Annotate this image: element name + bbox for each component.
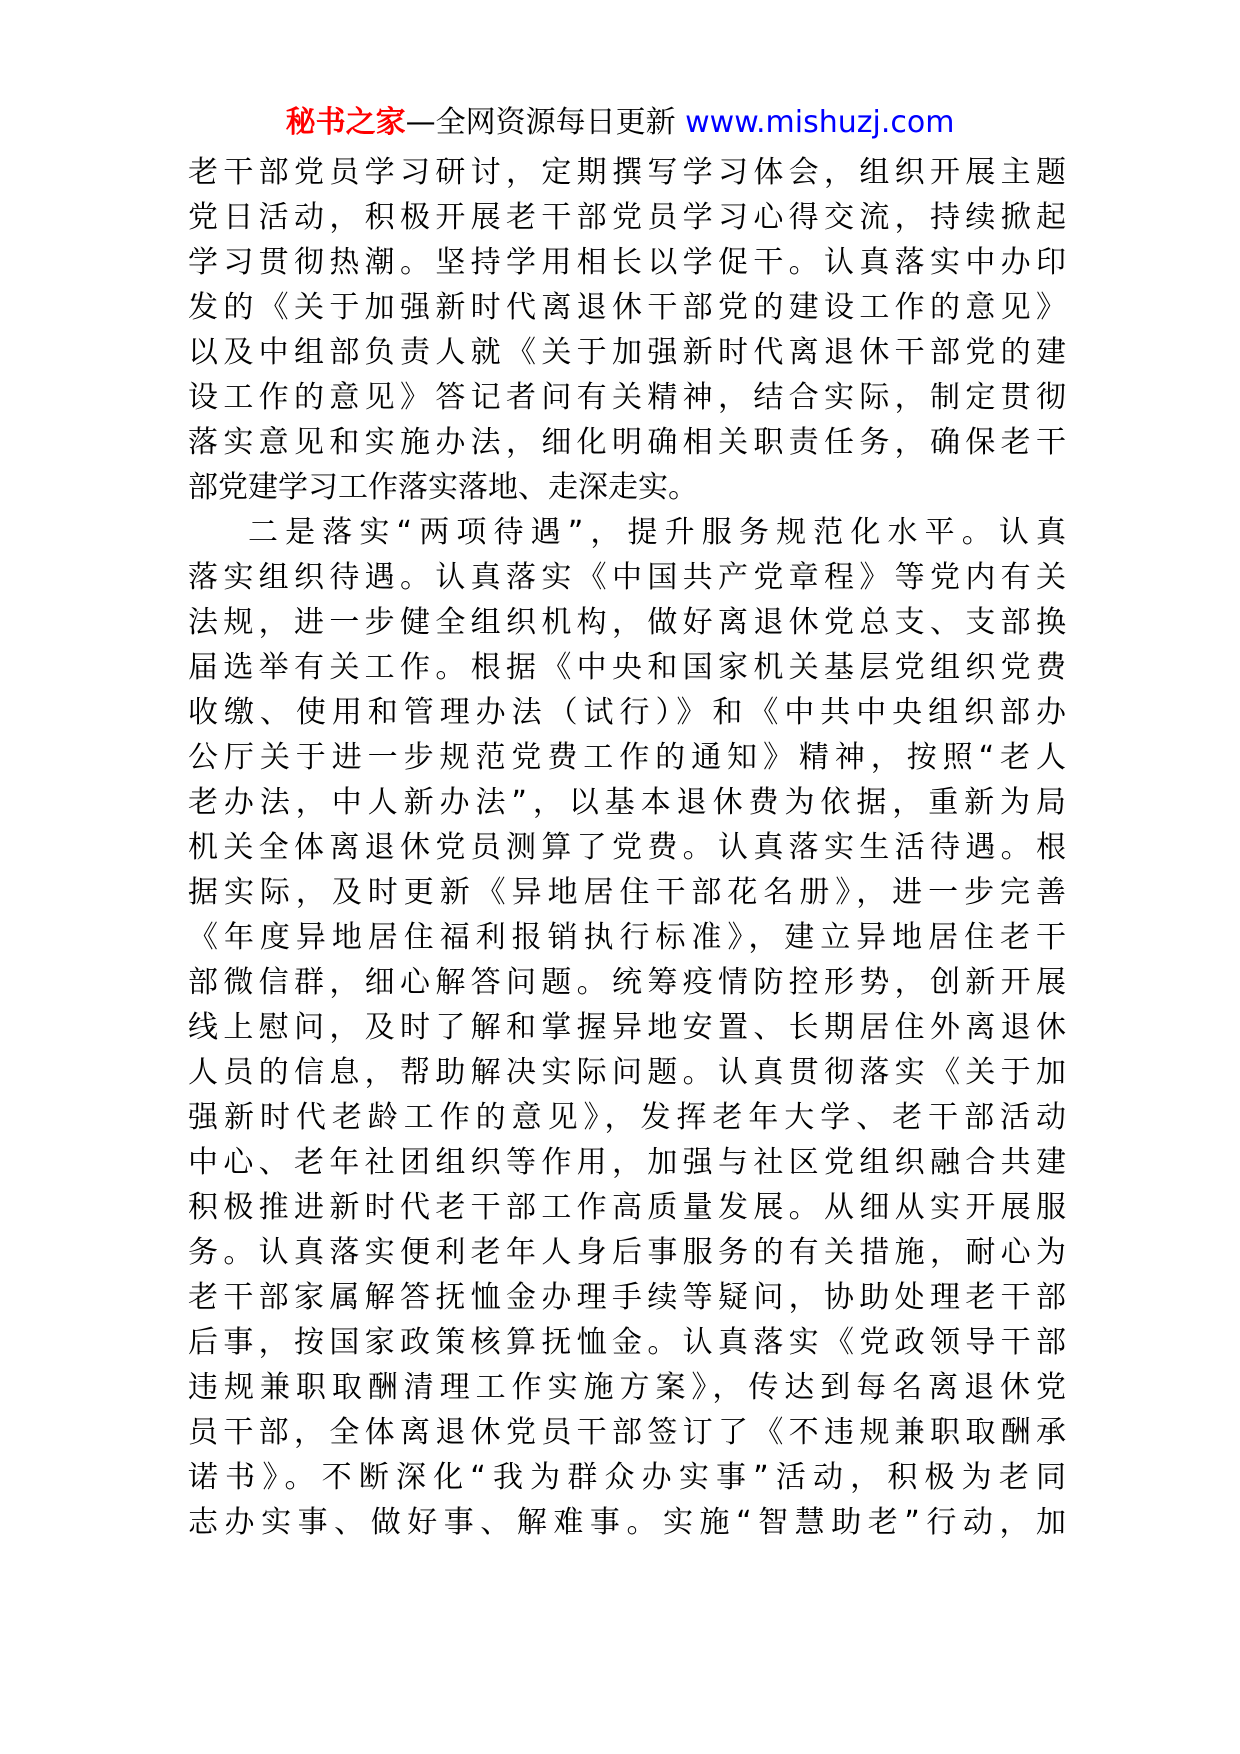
paragraph-line: 设工作的意见》答记者问有关精神，结合实际，制定贯彻 xyxy=(188,380,1066,415)
paragraph-line: 落实意见和实施办法，细化明确相关职责任务，确保老干 xyxy=(188,425,1066,460)
paragraph-line: 公厅关于进一步规范党费工作的通知》精神，按照“老人 xyxy=(188,740,1066,775)
paragraph-line: 收缴、使用和管理办法（试行）》和《中共中央组织部办 xyxy=(188,695,1066,730)
paragraph-line: 以及中组部负责人就《关于加强新时代离退休干部党的建 xyxy=(188,335,1066,370)
paragraph-line: 部微信群，细心解答问题。统筹疫情防控形势，创新开展 xyxy=(188,965,1066,1000)
paragraph-line: 违规兼职取酬清理工作实施方案》，传达到每名离退休党 xyxy=(188,1370,1066,1405)
paragraph-line: 诺书》。不断深化“我为群众办实事”活动，积极为老同 xyxy=(188,1460,1066,1495)
paragraph-line: 据实际，及时更新《异地居住干部花名册》，进一步完善 xyxy=(188,875,1066,910)
paragraph-line: 法规，进一步健全组织机构，做好离退休党总支、支部换 xyxy=(188,605,1066,640)
paragraph-line: 落实组织待遇。认真落实《中国共产党章程》等党内有关 xyxy=(188,560,1066,595)
paragraph-line: 届选举有关工作。根据《中央和国家机关基层党组织党费 xyxy=(188,650,1066,685)
header-tagline: —全网资源每日更新 xyxy=(405,105,676,140)
paragraph-line: 老干部党员学习研讨，定期撰写学习体会，组织开展主题 xyxy=(188,155,1066,190)
paragraph-line: 党日活动，积极开展老干部党员学习心得交流，持续掀起 xyxy=(188,200,1066,235)
paragraph-line: 志办实事、做好事、解难事。实施“智慧助老”行动，加 xyxy=(188,1505,1066,1540)
document-body xyxy=(188,150,1066,1545)
paragraph-line: 线上慰问，及时了解和掌握异地安置、长期居住外离退休 xyxy=(188,1010,1066,1045)
paragraph-line: 后事，按国家政策核算抚恤金。认真落实《党政领导干部 xyxy=(188,1325,1066,1360)
paragraph-line: 积极推进新时代老干部工作高质量发展。从细从实开展服 xyxy=(188,1190,1066,1225)
brand-name: 秘书之家 xyxy=(285,105,406,140)
paragraph-line: 老干部家属解答抚恤金办理手续等疑问，协助处理老干部 xyxy=(188,1280,1066,1315)
paragraph-line: 强新时代老龄工作的意见》，发挥老年大学、老干部活动 xyxy=(188,1100,1066,1135)
page-header xyxy=(0,101,1240,145)
paragraph-line: 人员的信息，帮助解决实际问题。认真贯彻落实《关于加 xyxy=(188,1055,1066,1090)
paragraph-line: 学习贯彻热潮。坚持学用相长以学促干。认真落实中办印 xyxy=(188,245,1066,280)
paragraph-line: 中心、老年社团组织等作用，加强与社区党组织融合共建 xyxy=(188,1145,1066,1180)
paragraph-line: 老办法，中人新办法”，以基本退休费为依据，重新为局 xyxy=(188,785,1066,820)
website-link[interactable]: www.mishuzj.com xyxy=(685,105,955,140)
paragraph-line: 务。认真落实便利老年人身后事服务的有关措施，耐心为 xyxy=(188,1235,1066,1270)
paragraph-line: 机关全体离退休党员测算了党费。认真落实生活待遇。根 xyxy=(188,830,1066,865)
paragraph-line: 员干部，全体离退休党员干部签订了《不违规兼职取酬承 xyxy=(188,1415,1066,1450)
paragraph-line: 《年度异地居住福利报销执行标准》，建立异地居住老干 xyxy=(188,920,1066,955)
paragraph-line: 发的《关于加强新时代离退休干部党的建设工作的意见》 xyxy=(188,290,1066,325)
paragraph-line: 部党建学习工作落实落地、走深走实。 xyxy=(188,470,698,505)
paragraph-line: 二是落实“两项待遇”，提升服务规范化水平。认真 xyxy=(248,515,1066,550)
